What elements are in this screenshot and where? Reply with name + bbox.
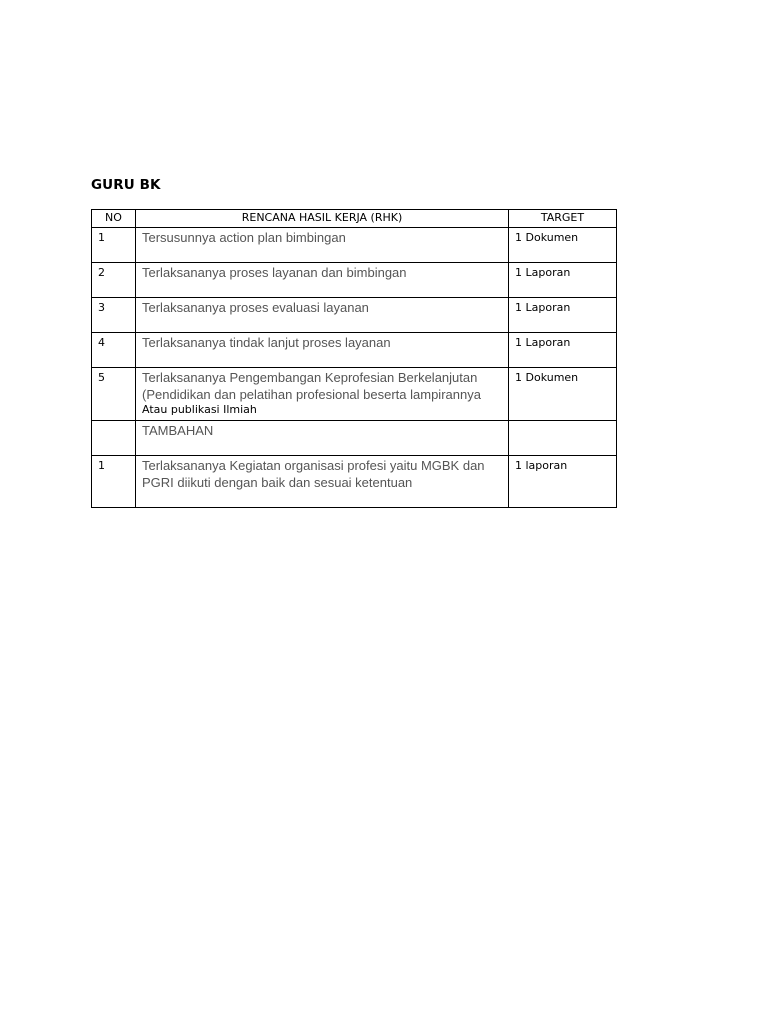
row-target: 1 Dokumen [509, 368, 617, 421]
row-number: 4 [92, 333, 136, 368]
row-rhk [136, 368, 509, 421]
row-rhk [136, 456, 509, 508]
row-number: 1 [92, 456, 136, 508]
row-rhk-text: Terlaksananya Kegiatan organisasi profesi yaitu MGBK dan PGRI diikuti dengan baik dan sesuai ketentuan [142, 458, 485, 490]
row-rhk-subtext: Atau publikasi Ilmiah [142, 403, 257, 416]
row-rhk [136, 263, 509, 298]
row-target: 1 laporan [509, 456, 617, 508]
row-rhk-text: Terlaksananya proses layanan dan bimbingan [142, 265, 407, 280]
row-target: 1 Dokumen [509, 228, 617, 263]
row-rhk-text: Terlaksananya Pengembangan Keprofesian Berkelanjutan (Pendidikan dan pelatihan profesional beserta lampirannya [142, 370, 481, 402]
header-rhk: RENCANA HASIL KERJA (RHK) [136, 210, 509, 228]
row-target: 1 Laporan [509, 333, 617, 368]
row-number: 3 [92, 298, 136, 333]
header-target: TARGET [509, 210, 617, 228]
table-row [92, 368, 617, 421]
row-number: 5 [92, 368, 136, 421]
table-row [92, 298, 617, 333]
table-row-section [92, 421, 617, 456]
row-target [509, 421, 617, 456]
row-target: 1 Laporan [509, 298, 617, 333]
row-rhk-text: Terlaksananya tindak lanjut proses layanan [142, 335, 391, 350]
row-target: 1 Laporan [509, 263, 617, 298]
row-rhk [136, 298, 509, 333]
row-rhk-text: Tersusunnya action plan bimbingan [142, 230, 346, 245]
table-row [92, 263, 617, 298]
row-number: 2 [92, 263, 136, 298]
header-no: NO [92, 210, 136, 228]
table-header-row [92, 210, 617, 228]
row-rhk [136, 228, 509, 263]
row-number: 1 [92, 228, 136, 263]
row-number [92, 421, 136, 456]
table-row [92, 456, 617, 508]
document-title: GURU BK [91, 177, 161, 193]
section-label [136, 421, 509, 456]
row-rhk-text: Terlaksananya proses evaluasi layanan [142, 300, 369, 315]
row-rhk [136, 333, 509, 368]
section-label-text: TAMBAHAN [142, 423, 214, 438]
table-row [92, 228, 617, 263]
rhk-table [91, 209, 617, 508]
table-row [92, 333, 617, 368]
